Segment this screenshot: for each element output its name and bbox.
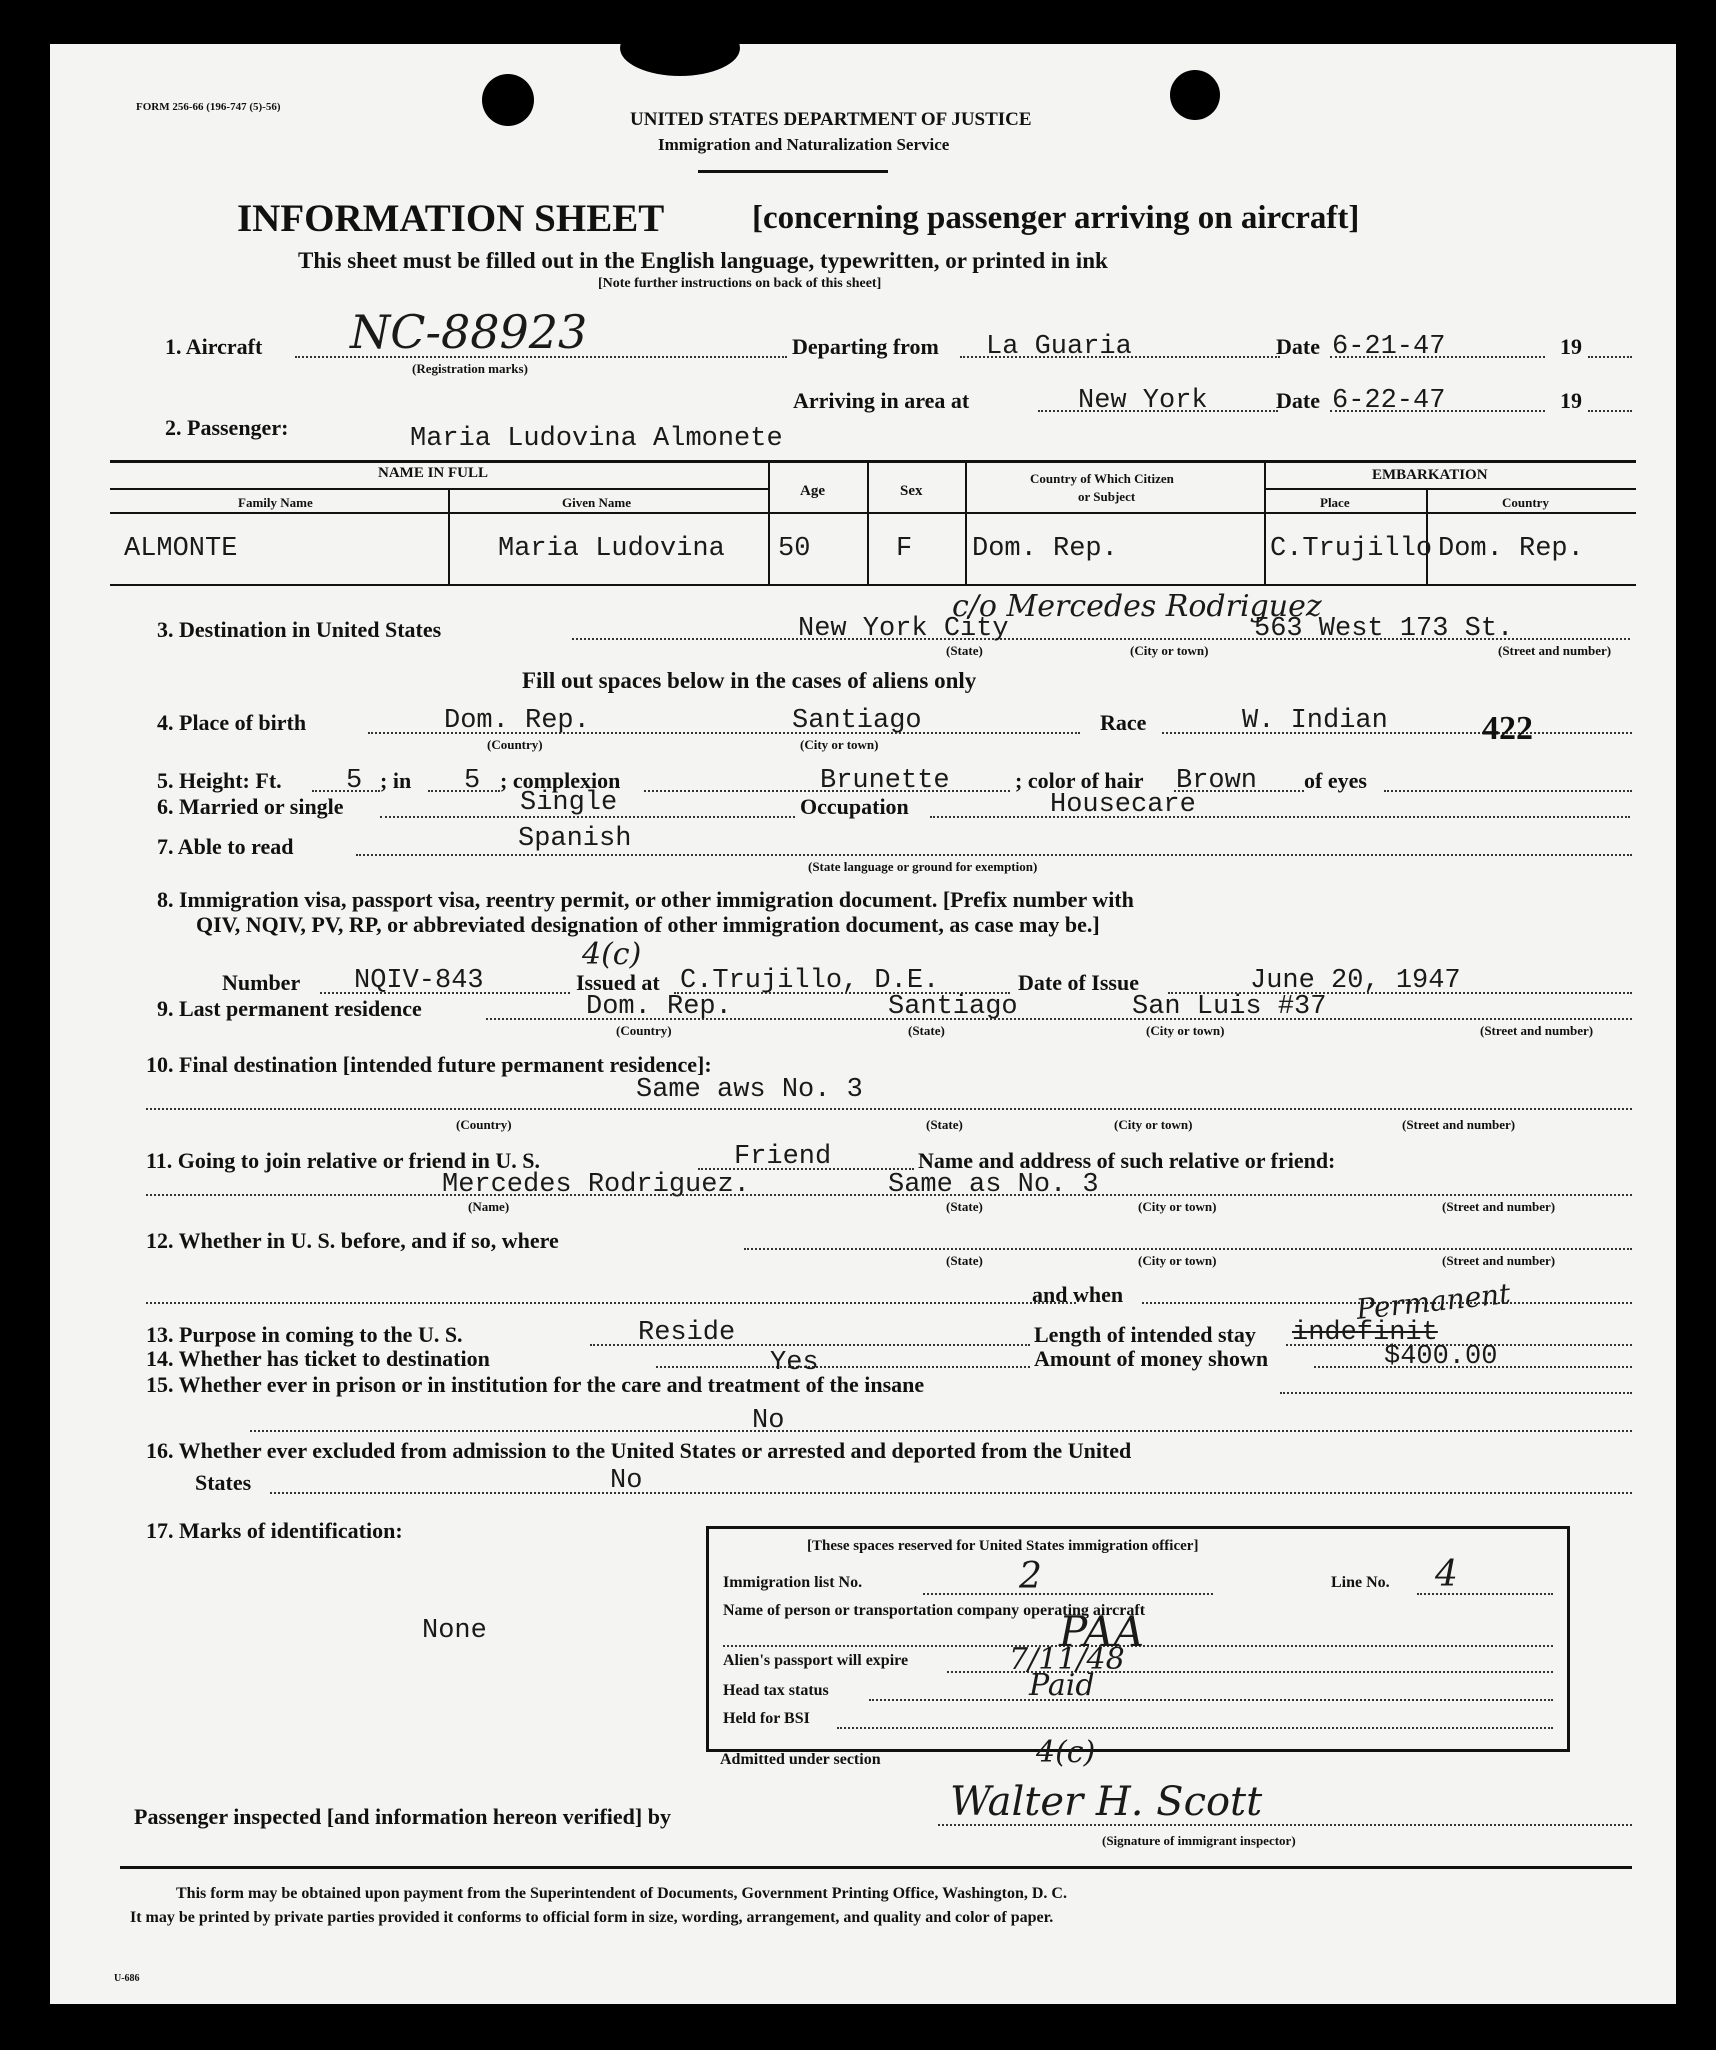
label-number: Number xyxy=(222,970,301,995)
label-aircraft: 1. Aircraft xyxy=(165,334,263,359)
issued-at-value: C.Trujillo, D.E. xyxy=(680,966,940,996)
department-name: UNITED STATES DEPARTMENT OF JUSTICE xyxy=(630,109,1032,130)
form-number: FORM 256-66 (196-747 (5)-56) xyxy=(136,101,281,113)
officer-box xyxy=(706,1526,1570,1752)
company-value: PAA xyxy=(1059,1607,1145,1656)
caption-city-4: (City or town) xyxy=(800,737,879,752)
label-year-2: 19 xyxy=(1560,388,1582,413)
passport-expire-value: 7/11/48 xyxy=(1009,1642,1125,1677)
visa-class-value: 4(c) xyxy=(582,937,642,972)
aliens-only-heading: Fill out spaces below in the cases of aliens only xyxy=(522,668,977,693)
friend-address-value: Same as No. 3 xyxy=(888,1170,1099,1200)
label-purpose: 13. Purpose in coming to the U. S. xyxy=(146,1322,463,1347)
label-immigration-doc-2: QIV, NQIV, PV, RP, or abbreviated designation of other immigration document, as case may be.] xyxy=(196,912,1100,937)
header-citizen-2: or Subject xyxy=(1078,489,1136,504)
header-sex: Sex xyxy=(900,483,923,499)
caption-city-12: (City or town) xyxy=(1138,1253,1217,1268)
depart-date-value: 6-21-47 xyxy=(1332,332,1446,362)
departing-value: La Guaria xyxy=(986,332,1132,362)
label-occupation: Occupation xyxy=(800,794,909,819)
label-passenger: 2. Passenger: xyxy=(165,415,289,440)
inspector-signature: Walter H. Scott xyxy=(950,1779,1263,1825)
caption-state-10: (State) xyxy=(926,1117,963,1132)
label-prison: 15. Whether ever in prison or in institution for the care and treatment of the insane xyxy=(146,1372,925,1397)
destination-street-value: 563 West 173 St. xyxy=(1254,614,1514,644)
list-number-value: 2 xyxy=(1019,1556,1042,1597)
punch-hole-right xyxy=(1170,70,1220,120)
label-us-before: 12. Whether in U. S. before, and if so, where xyxy=(146,1228,559,1253)
final-destination-value: Same aws No. 3 xyxy=(636,1075,863,1105)
height-in-value: 5 xyxy=(464,766,481,796)
label-line-no: Line No. xyxy=(1331,1574,1390,1591)
label-date-of-issue: Date of Issue xyxy=(1018,970,1139,995)
label-length-stay: Length of intended stay xyxy=(1034,1322,1256,1347)
admitted-section-value: 4(c) xyxy=(1036,1735,1096,1770)
height-ft-value: 5 xyxy=(346,766,363,796)
caption-signature: (Signature of immigrant inspector) xyxy=(1102,1833,1296,1848)
embark-country-value: Dom. Rep. xyxy=(1438,534,1584,564)
label-arriving: Arriving in area at xyxy=(793,388,970,413)
occupation-value: Housecare xyxy=(1050,790,1196,820)
label-issued-at: Issued at xyxy=(576,970,660,995)
information-sheet xyxy=(50,44,1676,2004)
label-complexion: ; complexion xyxy=(500,768,621,793)
friend-name-value: Mercedes Rodriguez. xyxy=(442,1170,750,1200)
label-inches: ; in xyxy=(380,768,412,793)
punch-hole-left xyxy=(482,74,534,126)
label-eyes: of eyes xyxy=(1304,768,1367,793)
citizen-value: Dom. Rep. xyxy=(972,534,1118,564)
label-depart-date: Date xyxy=(1276,334,1320,359)
label-registration: (Registration marks) xyxy=(412,361,528,376)
race-code-value: 422 xyxy=(1482,710,1533,747)
footer-line-1: This form may be obtained upon payment from the Superintendent of Documents, Government Printing Office, Washington, D. C. xyxy=(176,1885,1067,1902)
label-admitted-section: Admitted under section xyxy=(720,1751,881,1768)
join-value: Friend xyxy=(734,1142,832,1172)
passenger-name-value: Maria Ludovina Almonete xyxy=(410,424,783,454)
caption-street-12: (Street and number) xyxy=(1442,1253,1556,1268)
caption-state-3: (State) xyxy=(946,643,983,658)
birth-country-value: Dom. Rep. xyxy=(444,706,590,736)
destination-state-value: New York City xyxy=(798,614,1009,644)
caption-city-3: (City or town) xyxy=(1130,643,1209,658)
birth-city-value: Santiago xyxy=(792,706,922,736)
arriving-value: New York xyxy=(1078,386,1208,416)
arrive-date-value: 6-22-47 xyxy=(1332,386,1446,416)
issue-date-value: June 20, 1947 xyxy=(1250,966,1461,996)
caption-state-11: (State) xyxy=(946,1199,983,1214)
label-last-residence: 9. Last permanent residence xyxy=(157,996,422,1021)
label-name-address: Name and address of such relative or friend: xyxy=(918,1148,1336,1173)
header-age: Age xyxy=(800,483,825,499)
aircraft-value: NC-88923 xyxy=(350,305,588,359)
header-rule xyxy=(698,170,888,173)
caption-name-11: (Name) xyxy=(468,1199,510,1214)
marital-value: Single xyxy=(520,788,618,818)
complexion-value: Brunette xyxy=(820,766,950,796)
prison-value: No xyxy=(752,1406,785,1436)
header-citizen: Country of Which Citizen xyxy=(1030,471,1174,486)
label-held-bsi: Held for BSI xyxy=(723,1710,810,1727)
caption-street-10: (Street and number) xyxy=(1402,1117,1516,1132)
label-transport-company: Name of person or transportation company operating aircraft xyxy=(723,1602,1146,1619)
label-ticket: 14. Whether has ticket to destination xyxy=(146,1346,490,1371)
residence-state-value: Santiago xyxy=(888,992,1018,1022)
header-country: Country xyxy=(1502,495,1549,510)
residence-city-value: San Luis #37 xyxy=(1132,992,1327,1022)
service-name: Immigration and Naturalization Service xyxy=(658,135,950,154)
caption-country-10: (Country) xyxy=(456,1117,512,1132)
given-name-value: Maria Ludovina xyxy=(498,534,725,564)
line-number-value: 4 xyxy=(1435,1554,1458,1595)
permanent-note: Permanent xyxy=(1354,1277,1512,1326)
header-given-name: Given Name xyxy=(562,495,631,510)
label-excluded-2: States xyxy=(195,1470,252,1495)
ticket-value: Yes xyxy=(770,1348,819,1378)
label-place-of-birth: 4. Place of birth xyxy=(157,710,307,735)
form-title: INFORMATION SHEET xyxy=(237,197,665,240)
label-join-relative: 11. Going to join relative or friend in U. S. xyxy=(146,1148,540,1173)
label-height: 5. Height: Ft. xyxy=(157,768,282,793)
header-name-in-full: NAME IN FULL xyxy=(378,465,489,481)
label-money: Amount of money shown xyxy=(1034,1346,1269,1371)
label-head-tax: Head tax status xyxy=(723,1682,829,1699)
head-tax-value: Paid xyxy=(1029,1668,1095,1703)
visa-number-value: NQIV-843 xyxy=(354,966,484,996)
care-of-value: c/o Mercedes Rodriguez xyxy=(952,589,1322,624)
label-marks: 17. Marks of identification: xyxy=(146,1518,403,1543)
caption-street-11: (Street and number) xyxy=(1442,1199,1556,1214)
residence-country-value: Dom. Rep. xyxy=(586,992,732,1022)
caption-city-10: (City or town) xyxy=(1114,1117,1193,1132)
caption-state-12: (State) xyxy=(946,1253,983,1268)
caption-state-9: (State) xyxy=(908,1023,945,1038)
instruction-text: This sheet must be filled out in the English language, typewritten, or printed in ink xyxy=(298,248,1108,273)
label-inspected: Passenger inspected [and information hereon verified] by xyxy=(134,1804,671,1829)
footer-rule xyxy=(120,1866,1632,1869)
money-value: $400.00 xyxy=(1384,1342,1498,1372)
label-hair: ; color of hair xyxy=(1015,768,1144,793)
read-value: Spanish xyxy=(518,824,632,854)
label-excluded: 16. Whether ever excluded from admission to the United States or arrested and deported from the United xyxy=(146,1438,1132,1463)
label-destination: 3. Destination in United States xyxy=(157,617,442,642)
label-immigration-doc: 8. Immigration visa, passport visa, reentry permit, or other immigration document. [Prefix number with xyxy=(157,887,1134,912)
footer-line-2: It may be printed by private parties provided it conforms to official form in size, wording, arrangement, and quality and color of paper. xyxy=(130,1909,1054,1926)
header-embarkation: EMBARKATION xyxy=(1372,467,1488,483)
form-subtitle: [concerning passenger arriving on aircraft] xyxy=(752,200,1360,236)
age-value: 50 xyxy=(778,534,811,564)
label-final-destination: 10. Final destination [intended future permanent residence]: xyxy=(146,1052,712,1077)
instruction-note: [Note further instructions on back of this sheet] xyxy=(598,276,882,291)
length-stay-value: indefinit xyxy=(1292,1318,1438,1348)
caption-country-9: (Country) xyxy=(616,1023,672,1038)
caption-street-9: (Street and number) xyxy=(1480,1023,1594,1038)
label-race: Race xyxy=(1100,710,1147,735)
caption-city-9: (City or town) xyxy=(1146,1023,1225,1038)
caption-street-3: (Street and number) xyxy=(1498,643,1612,658)
caption-state-language: (State language or ground for exemption) xyxy=(808,859,1038,874)
label-able-to-read: 7. Able to read xyxy=(157,834,294,859)
hair-value: Brown xyxy=(1176,766,1258,796)
excluded-value: No xyxy=(610,1466,643,1496)
embark-place-value: C.Trujillo xyxy=(1270,534,1433,564)
label-departing: Departing from xyxy=(792,334,939,359)
caption-city-11: (City or town) xyxy=(1138,1199,1217,1214)
purpose-value: Reside xyxy=(638,1318,736,1348)
label-passport-expire: Alien's passport will expire xyxy=(723,1652,909,1669)
corner-code: U-686 xyxy=(114,1973,140,1984)
label-married: 6. Married or single xyxy=(157,794,344,819)
race-value: W. Indian xyxy=(1242,706,1388,736)
header-place: Place xyxy=(1320,495,1350,510)
officer-box-heading: [These spaces reserved for United States immigration officer] xyxy=(807,1538,1199,1554)
label-year-1: 19 xyxy=(1560,334,1582,359)
sex-value: F xyxy=(896,534,913,564)
label-and-when: and when xyxy=(1032,1282,1124,1307)
marks-value: None xyxy=(422,1616,487,1646)
header-family-name: Family Name xyxy=(238,495,313,510)
label-immigration-list: Immigration list No. xyxy=(723,1574,863,1591)
paper-tear xyxy=(620,20,740,76)
family-name-value: ALMONTE xyxy=(124,534,238,564)
caption-country-4: (Country) xyxy=(487,737,543,752)
label-arrive-date: Date xyxy=(1276,388,1320,413)
